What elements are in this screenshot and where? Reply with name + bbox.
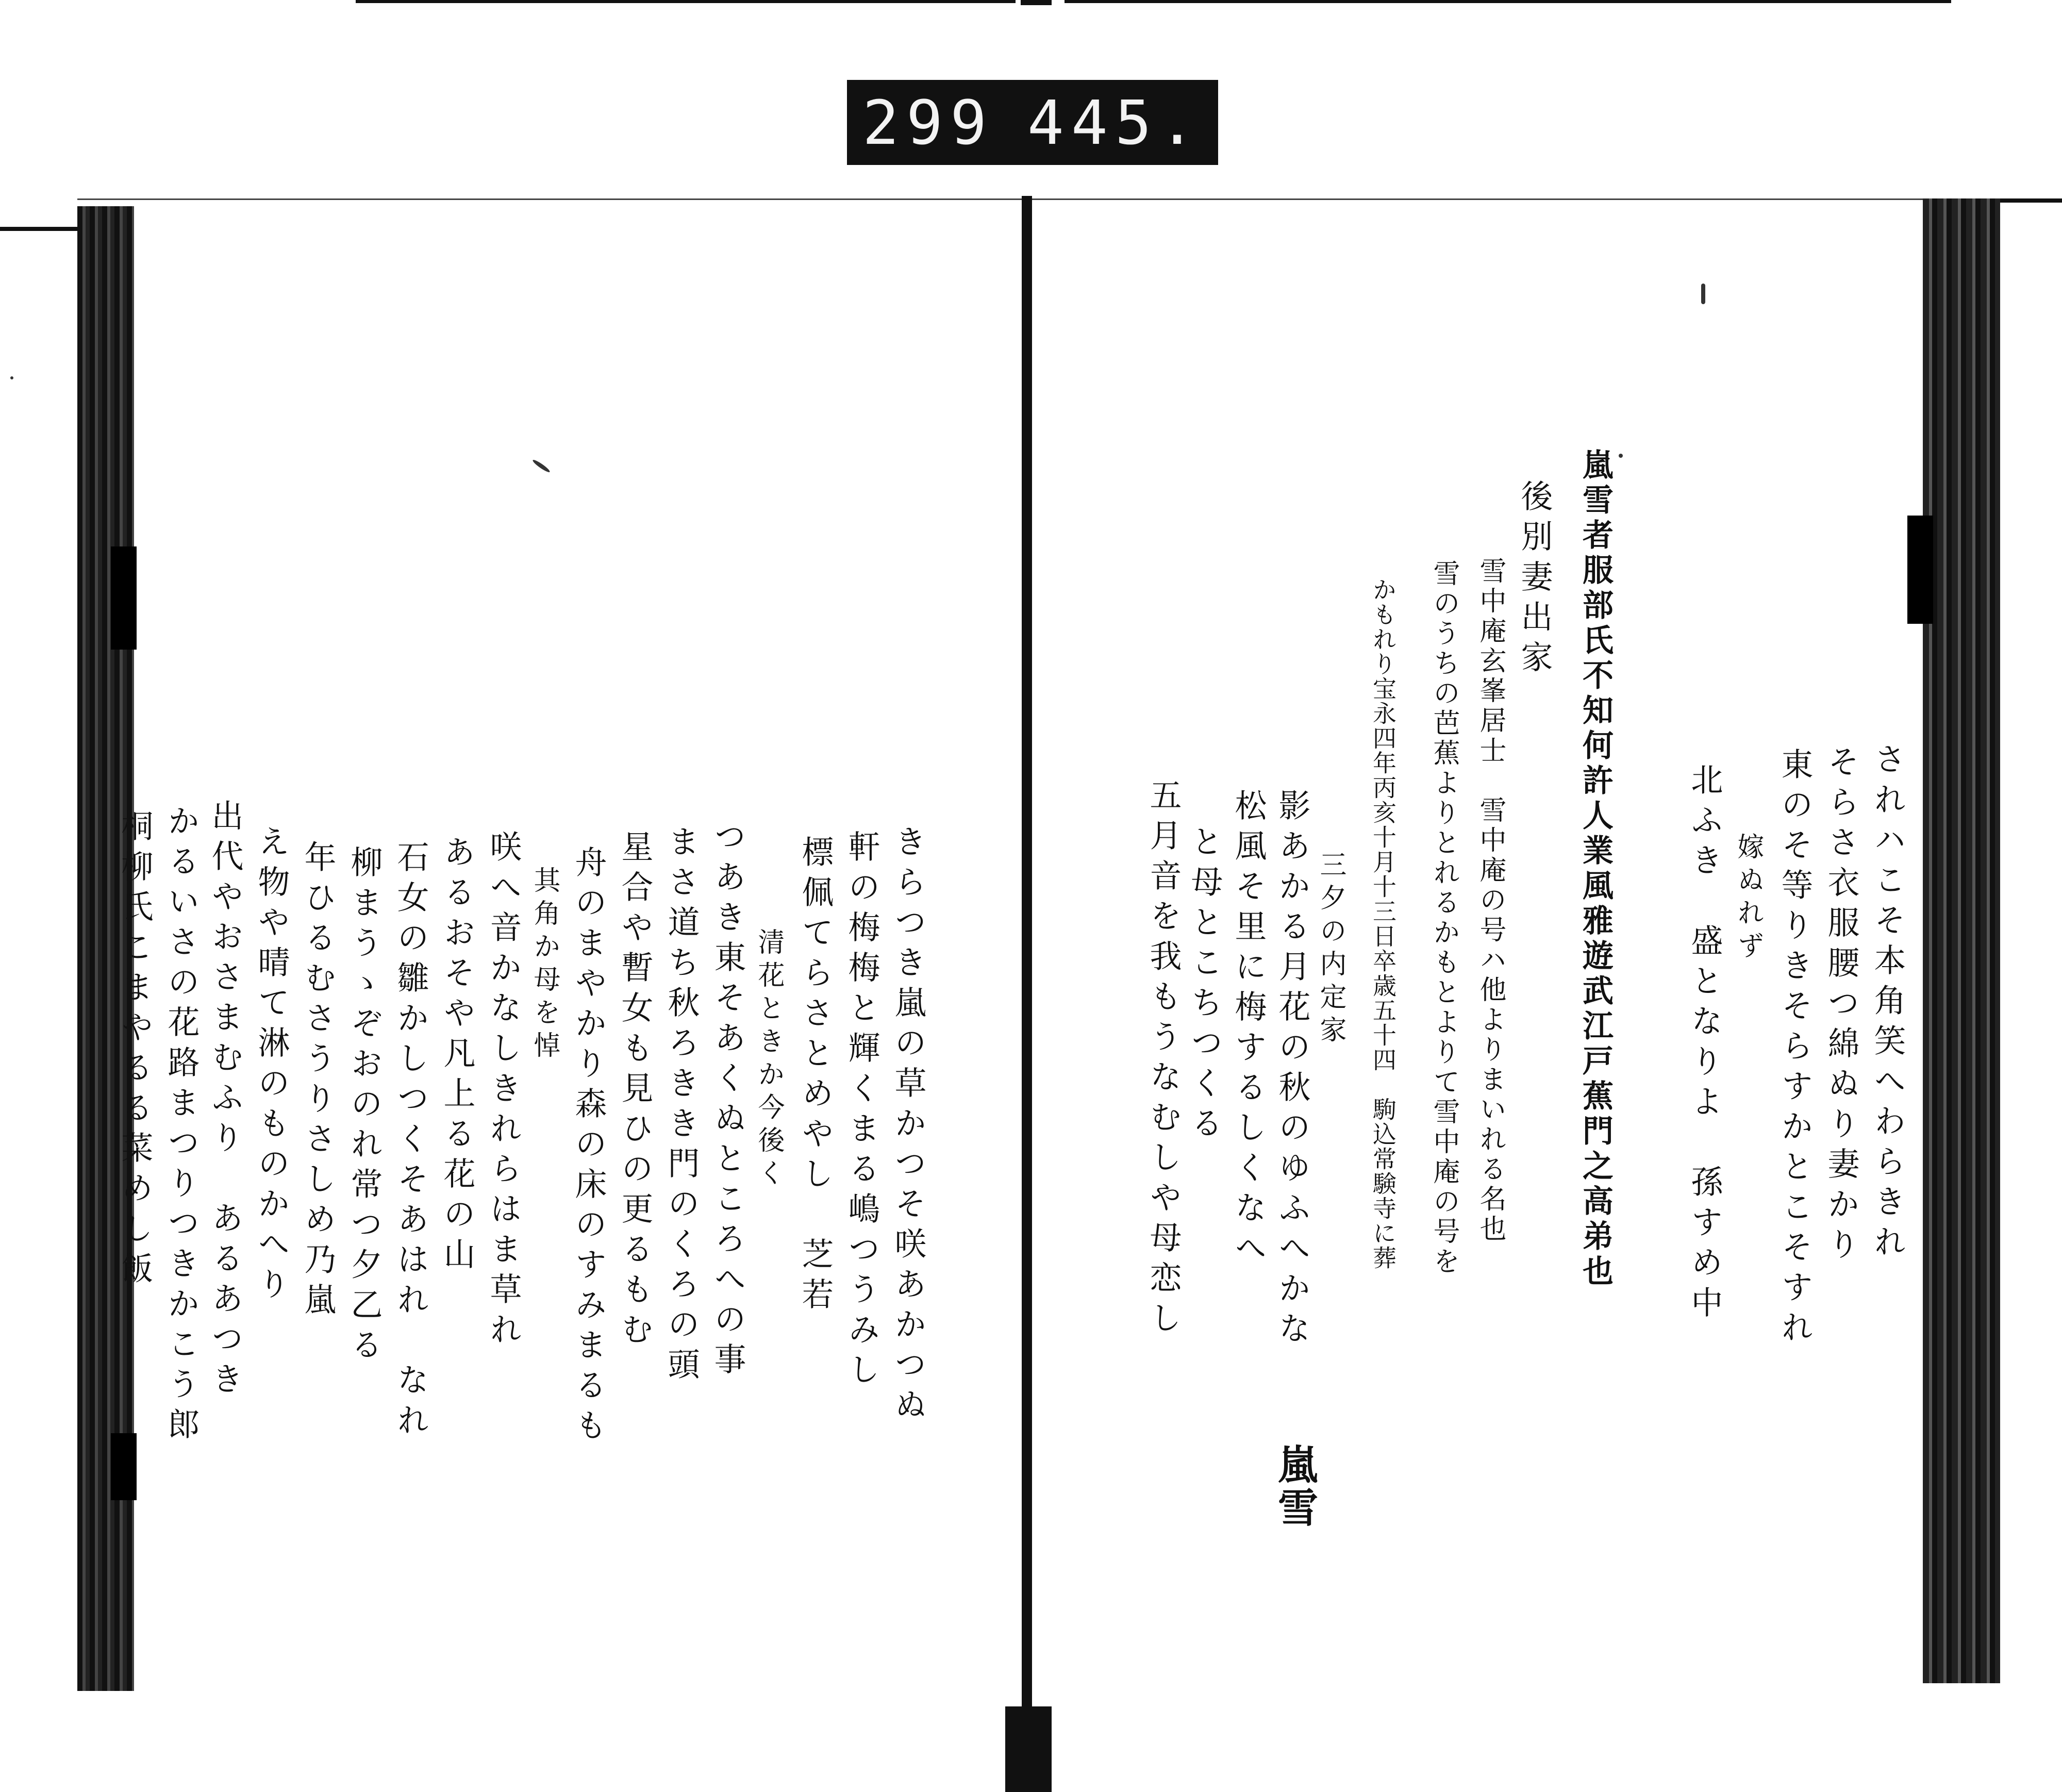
scan-speck: [1701, 284, 1705, 304]
text-column: 松風そ里に梅するしくなへ: [1229, 789, 1267, 1271]
top-edge-rule: [356, 0, 1016, 3]
text-column: 嫁ぬれず: [1733, 833, 1764, 965]
frame-counter-label: [847, 80, 1218, 165]
top-edge-rule: [1065, 0, 1951, 3]
text-column: 柳まうゝぞおのれ常つ夕乙る: [345, 845, 383, 1368]
text-column: 其角か母を悼: [529, 866, 560, 1064]
text-column: と母とこちつくる: [1186, 825, 1223, 1147]
text-column: 東のそ等りきそらすかとこそすれ: [1776, 748, 1814, 1351]
margin-tab-mark: [111, 1433, 137, 1500]
binding-bar-right: [2000, 198, 2062, 203]
top-edge-rule: [1021, 0, 1052, 5]
text-column: 年ひるむさうりさしめ乃嵐: [299, 840, 337, 1323]
text-column: 雪のうちの芭蕉よりとれるかもとよりて雪中庵の号を: [1428, 559, 1459, 1277]
counter-right-number: 445.: [1027, 87, 1203, 158]
signature-mark: 嵐雪: [1271, 1443, 1318, 1530]
text-column: そらさ衣服腰つ綿ぬり妻かり: [1822, 745, 1860, 1268]
text-column: 標佩てらさとめやし 芝若: [796, 835, 834, 1318]
spine-clip: [1005, 1706, 1052, 1792]
text-column: 影あかる月花の秋のゆふへかな: [1273, 789, 1311, 1352]
text-column: 三夕の内定家: [1315, 851, 1346, 1049]
text-column: 星合や暫女も見ひの更るもむ: [616, 830, 654, 1353]
text-column: まさ道ち秋ろきき門のくろの頭: [662, 825, 700, 1388]
counter-left-number: 299: [862, 87, 994, 158]
right-page-edge: [1923, 198, 2000, 1683]
text-column: 石女の雛かしつくそあはれ なれ: [392, 840, 429, 1443]
text-column: え物や晴て淋のものかへり: [253, 825, 290, 1307]
text-column: 北ふき 盛となりよ 孫すめ中: [1686, 763, 1723, 1326]
text-column: 出代やおさまむふり あるあつき: [206, 799, 244, 1402]
text-column: 軒の梅梅と輝くまる嶋つうみし: [843, 830, 880, 1393]
text-column: 舟のまやかり森の床のすみまるも: [570, 845, 607, 1449]
text-column: 清花ときか今後く: [753, 928, 784, 1192]
text-column: きらつき嵐の草かつそ咲あかつぬ: [889, 825, 927, 1428]
text-column: かもれり宝永四年丙亥十月十三日卒歳五十四 駒込常験寺に葬: [1369, 577, 1397, 1270]
text-column: 嵐雪者服部氏不知何許人業風雅遊武江戸蕉門之高弟也: [1577, 449, 1614, 1290]
margin-tab-mark: [111, 546, 137, 650]
scan-speck: [1619, 454, 1623, 458]
margin-tab-mark: [1907, 516, 1933, 624]
text-column: 咲へ音かなしきれらはま草れ: [485, 830, 522, 1353]
text-column: あるおそや凡上る花の山: [438, 835, 476, 1277]
text-column: つあき東そあくぬところへの事: [709, 820, 746, 1383]
text-column: 雪中庵玄峯居士 雪中庵の号ハ他よりまいれる名也: [1475, 557, 1506, 1245]
text-column: 五月音を我もうなむしや母恋し: [1144, 778, 1182, 1341]
text-column: 桐柳氏こまやるる菜めし飯: [116, 809, 154, 1292]
scan-speck: [10, 376, 13, 379]
text-column: されハこそ本角笑へわらきれ: [1869, 742, 1906, 1265]
binding-bar-left: [0, 227, 82, 231]
text-column: かるいさの花路まつりつきかこう郎: [162, 804, 200, 1448]
book-spine: [1022, 196, 1032, 1763]
text-column: 後別妻出家: [1516, 479, 1553, 681]
